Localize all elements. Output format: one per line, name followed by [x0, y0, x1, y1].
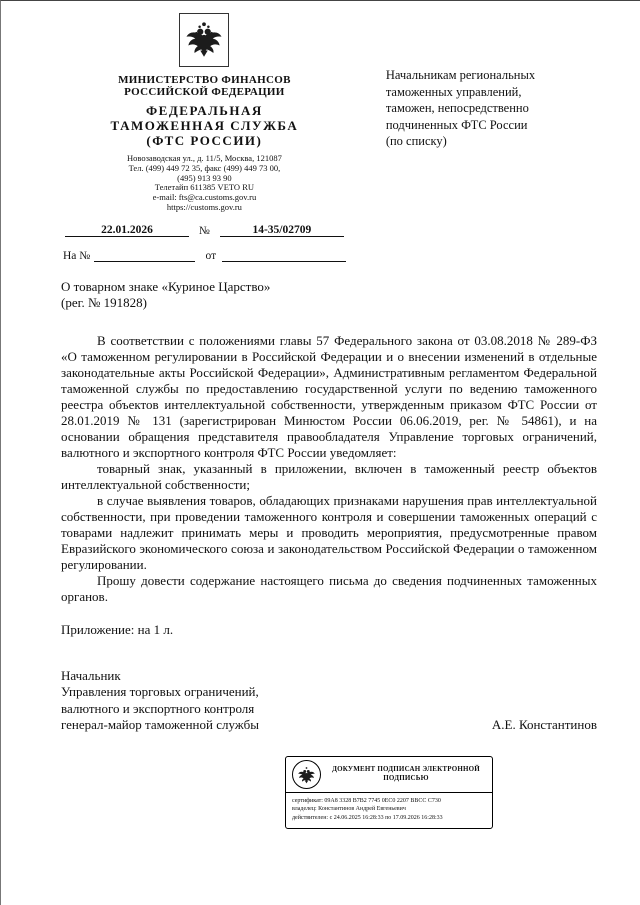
- subject-line: (рег. № 191828): [61, 294, 147, 310]
- document-date: 22.01.2026: [65, 224, 189, 237]
- ref-na-label: На №: [63, 249, 91, 262]
- addressee-line: таможенных управлений,: [385, 84, 522, 99]
- body-paragraph: Прошу довести содержание настоящего письма до сведения подчиненных таможенных органов.: [61, 572, 597, 604]
- ministry-name: [61, 74, 348, 98]
- website-line: https://customs.gov.ru: [166, 201, 242, 212]
- ref-number-blank: [94, 261, 195, 262]
- body-paragraph: товарный знак, указанный в приложении, включен в таможенный реестр объектов интеллектуальной собственности;: [61, 460, 597, 492]
- document-number: 14-35/02709: [220, 224, 344, 237]
- agency-line: (ФТС РОССИИ): [146, 133, 263, 148]
- agency-line: ТАМОЖЕННАЯ СЛУЖБА: [110, 118, 299, 133]
- coat-of-arms-box: [179, 13, 229, 67]
- addressee-block: [386, 11, 597, 262]
- stamp-emblem-icon: [292, 760, 321, 789]
- letter-body: [61, 333, 597, 605]
- signer-position-line: генерал-майор таможенной службы: [61, 717, 259, 733]
- signer-position: [61, 668, 259, 734]
- stamp-title: ДОКУМЕНТ ПОДПИСАН ЭЛЕКТРОННОЙ ПОДПИСЬЮ: [332, 765, 480, 783]
- signer-name: А.Е. Константинов: [491, 717, 597, 733]
- signature-block: [61, 668, 597, 734]
- stamp-certificate: сертификат: 09A8 3328 B7B2 7745 0EC0 2207 BBCC C730: [292, 797, 441, 804]
- stamp-header: [286, 757, 492, 793]
- body-paragraph: В соответствии с положениями главы 57 Федерального закона от 03.08.2018 № 289-ФЗ «О таможенном регулировании в Российской Федерации и о внесении изменений в отдельные законодательные акты Российской Федерации», Административным регламентом Федеральной таможенной службы по предоставлению государственной услуги по ведению таможенного реестра объектов интеллектуальной собственности, утвержденным приказом ФТС России от 28.01.2019 № 131 (зарегистрирован Минюстом России 06.06.2019, рег. № 54861), и на основании обращения представителя правообладателя Управление торговых ограничений, валютного и экспортного контроля ФТС России уведомляет:: [61, 332, 597, 460]
- signer-position-line: Управления торговых ограничений,: [61, 684, 259, 700]
- double-headed-eagle-icon: [184, 16, 224, 65]
- ref-date-blank: [222, 261, 346, 262]
- electronic-signature-stamp: [285, 756, 493, 829]
- date-number-row: [61, 224, 348, 237]
- addressee-line: подчиненных ФТС России: [385, 117, 528, 132]
- ministry-line: МИНИСТЕРСТВО ФИНАНСОВ: [118, 74, 291, 86]
- ministry-line: РОССИЙСКОЙ ФЕДЕРАЦИИ: [124, 86, 285, 98]
- number-sign-label: №: [198, 224, 210, 237]
- subject-line: О товарном знаке «Куриное Царство»: [61, 278, 271, 294]
- addressee-line: (по списку): [385, 134, 447, 148]
- agency-name: [61, 103, 348, 148]
- phone-line: Тел. (499) 449 72 35, факс (499) 449 73 00,: [128, 162, 281, 173]
- body-paragraph: в случае выявления товаров, обладающих признаками нарушения прав интеллектуальной собственности, при проведении таможенного контроля и совершении таможенных операций с товарами надлежит принимать меры и проводить мероприятия, предусмотренные правом Евразийского экономического союза и законодательством Российской Федерации о таможенном регулировании.: [61, 492, 597, 572]
- subject-block: [61, 279, 597, 311]
- contact-block: [61, 154, 348, 213]
- letterhead-section: [61, 11, 597, 262]
- stamp-validity: действителен: с 24.06.2025 16:28:33 по 17.09.2026 16:28:33: [292, 814, 443, 821]
- teletype-line: Телетайп 611385 VETO RU: [154, 182, 255, 193]
- email-line: e-mail: fts@ca.customs.gov.ru: [152, 192, 257, 203]
- letterhead-column: [61, 11, 348, 262]
- postal-address: Новозаводская ул., д. 11/5, Москва, 121087: [126, 153, 282, 163]
- addressee-line: Начальникам региональных: [385, 68, 536, 82]
- phone-line: (495) 913 93 90: [177, 172, 232, 183]
- attachment-note: Приложение: на 1 л.: [61, 621, 174, 637]
- stamp-owner: владелец: Константинов Андрей Евгеньевич: [292, 806, 406, 813]
- agency-line: ФЕДЕРАЛЬНАЯ: [146, 103, 263, 118]
- signer-position-line: Начальник: [61, 667, 121, 683]
- stamp-details: [286, 793, 492, 828]
- ref-ot-label: от: [205, 249, 217, 262]
- signer-position-line: валютного и экспортного контроля: [61, 700, 255, 716]
- addressee-line: таможен, непосредственно: [385, 101, 529, 115]
- reference-row: [61, 250, 348, 262]
